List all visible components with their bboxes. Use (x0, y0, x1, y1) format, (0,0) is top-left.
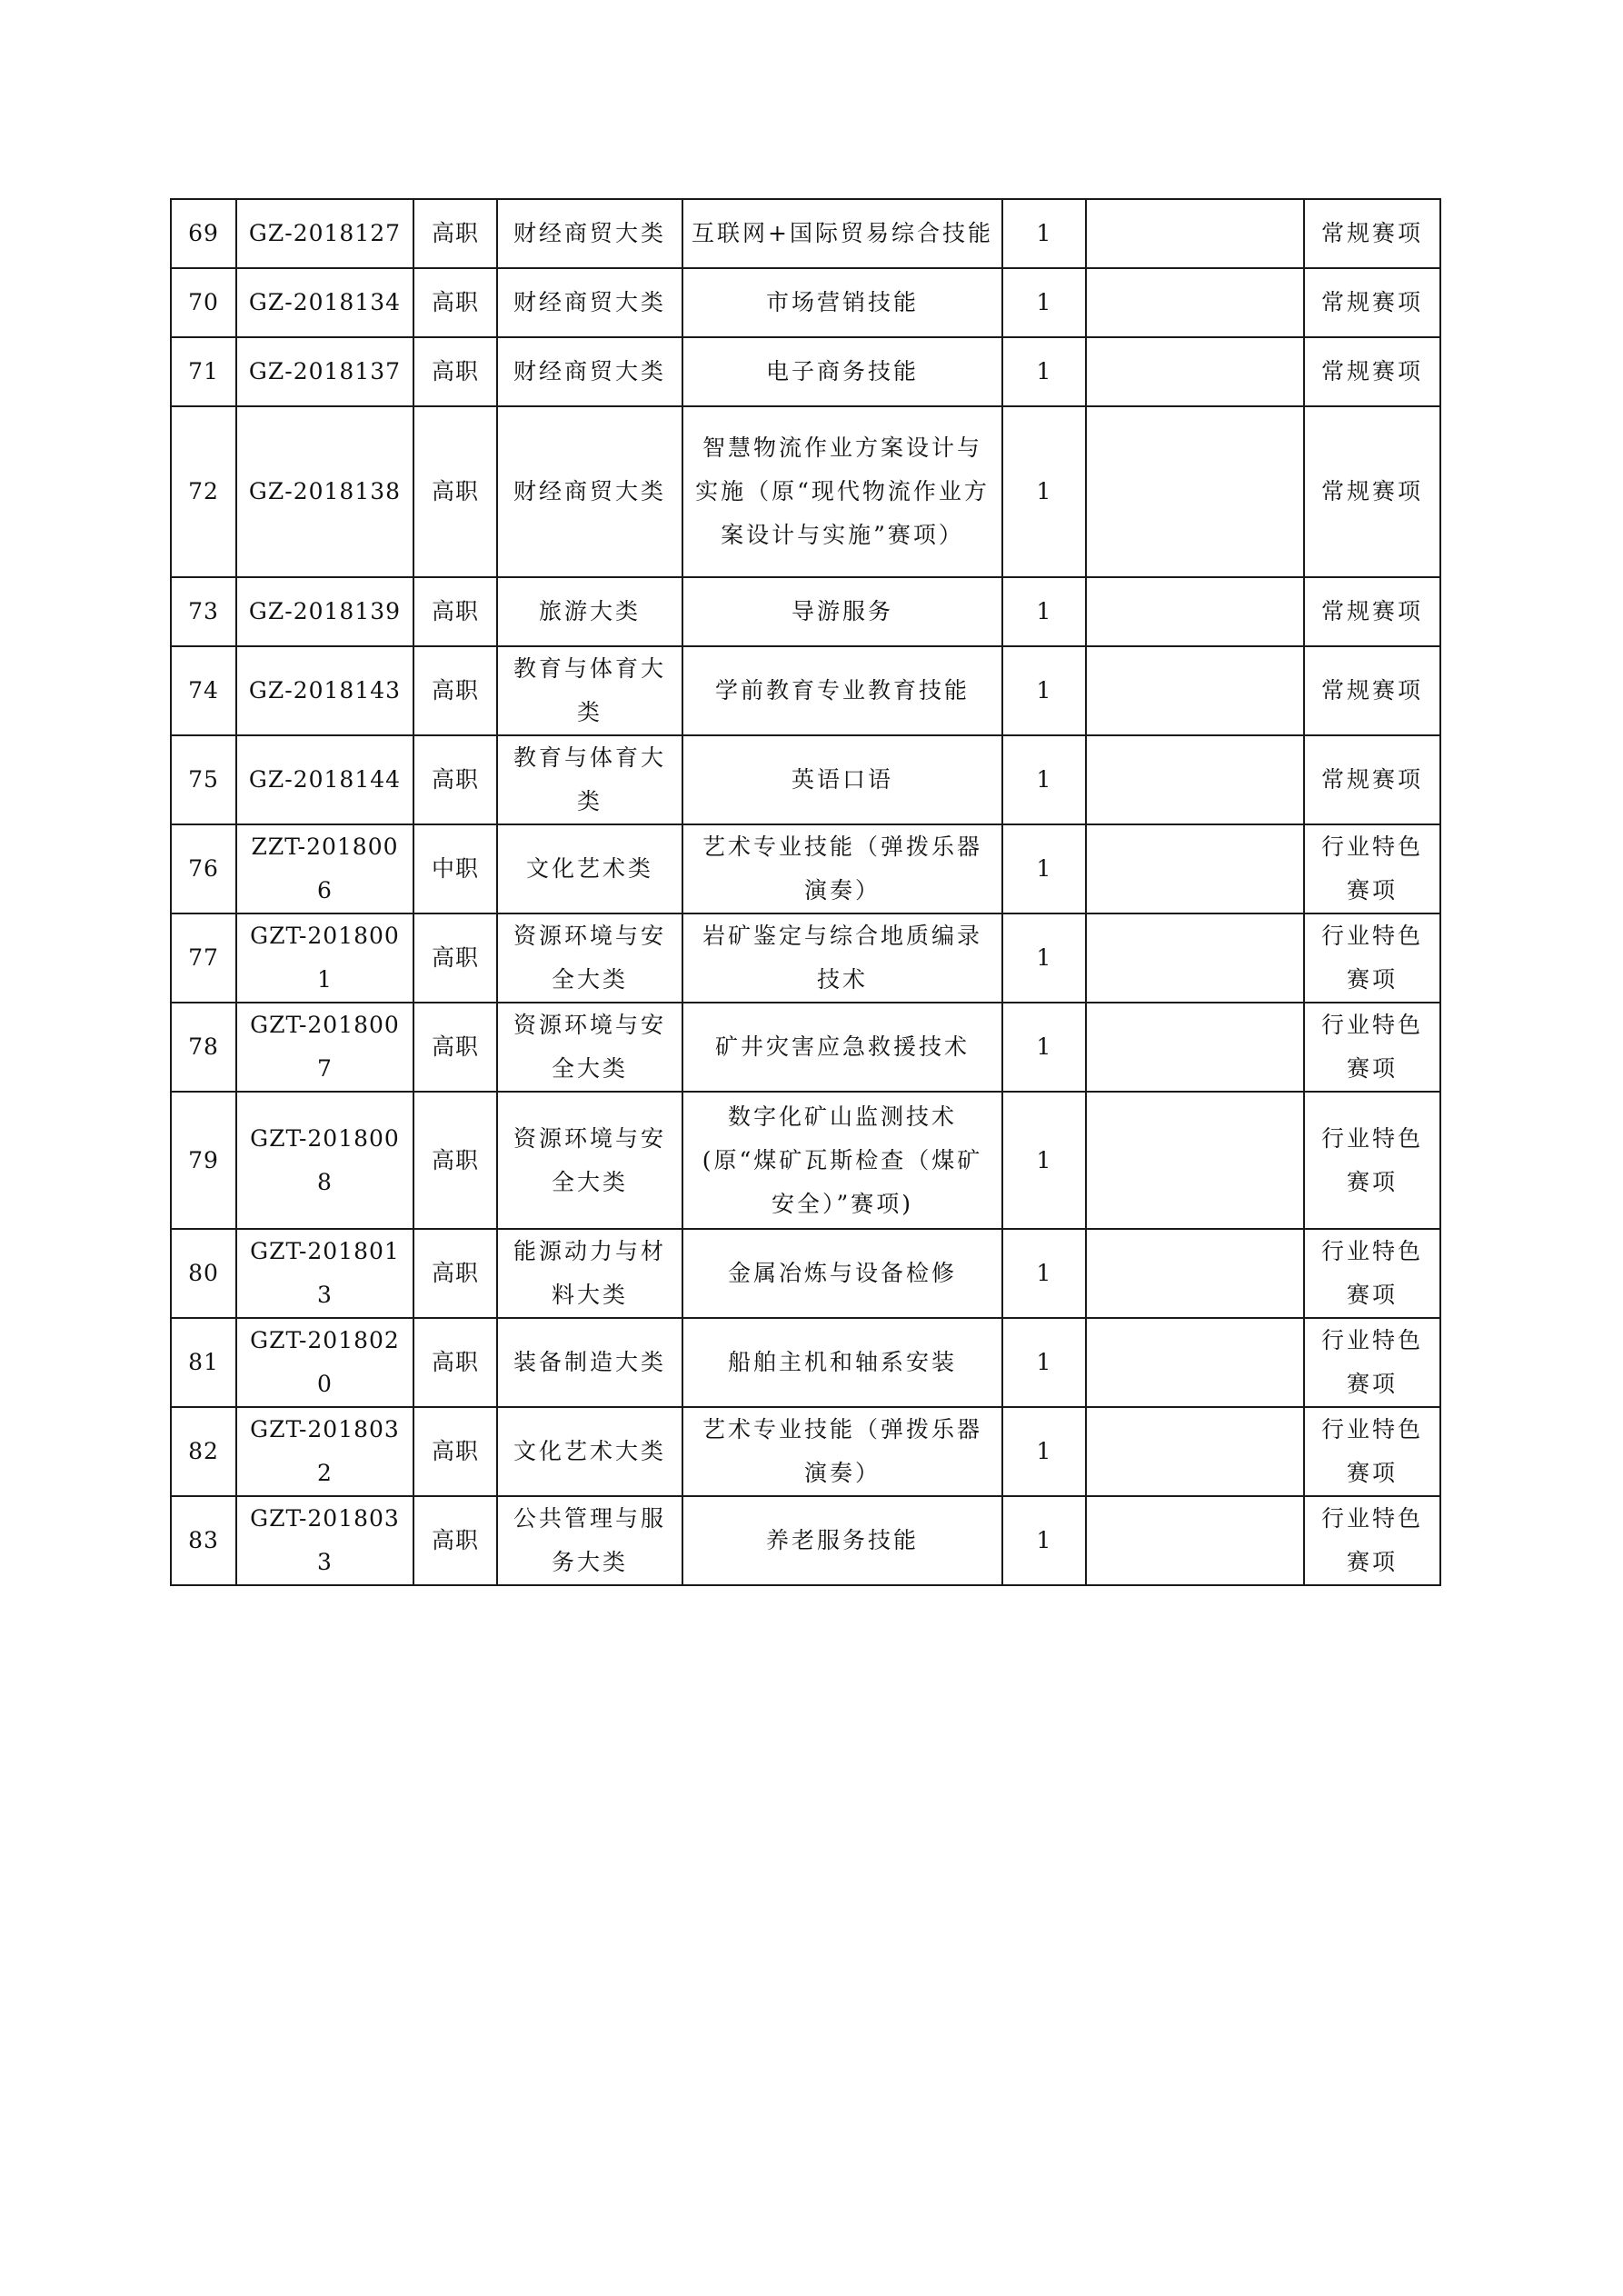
event-name: 电子商务技能 (682, 337, 1002, 406)
table-row (171, 1318, 1440, 1407)
event-name: 导游服务 (682, 577, 1002, 646)
table-row (171, 1092, 1440, 1229)
row-number: 70 (171, 268, 236, 337)
event-count: 1 (1002, 913, 1086, 1003)
table-row (171, 646, 1440, 735)
major-category: 资源环境与安全大类 (497, 1092, 682, 1229)
event-count: 1 (1002, 1003, 1086, 1092)
event-code: GZT-2018033 (236, 1496, 413, 1585)
remarks-cell (1086, 199, 1304, 268)
row-number: 73 (171, 577, 236, 646)
remarks-cell (1086, 337, 1304, 406)
major-category: 财经商贸大类 (497, 406, 682, 577)
major-category: 资源环境与安全大类 (497, 913, 682, 1003)
remarks-cell (1086, 406, 1304, 577)
school-level: 高职 (413, 646, 497, 735)
event-type: 行业特色赛项 (1304, 1092, 1440, 1229)
remarks-cell (1086, 1496, 1304, 1585)
event-type: 常规赛项 (1304, 337, 1440, 406)
major-category: 财经商贸大类 (497, 268, 682, 337)
remarks-cell (1086, 646, 1304, 735)
event-type: 行业特色赛项 (1304, 1318, 1440, 1407)
row-number: 71 (171, 337, 236, 406)
event-count: 1 (1002, 1092, 1086, 1229)
table-row (171, 577, 1440, 646)
event-code: GZ-2018139 (236, 577, 413, 646)
table-row (171, 1229, 1440, 1318)
remarks-cell (1086, 1003, 1304, 1092)
major-category: 教育与体育大类 (497, 646, 682, 735)
major-category: 文化艺术类 (497, 824, 682, 913)
event-name: 岩矿鉴定与综合地质编录技术 (682, 913, 1002, 1003)
event-count: 1 (1002, 646, 1086, 735)
major-category: 资源环境与安全大类 (497, 1003, 682, 1092)
event-type: 常规赛项 (1304, 577, 1440, 646)
event-code: GZ-2018143 (236, 646, 413, 735)
remarks-cell (1086, 268, 1304, 337)
school-level: 高职 (413, 735, 497, 824)
row-number: 82 (171, 1407, 236, 1496)
event-count: 1 (1002, 735, 1086, 824)
remarks-cell (1086, 824, 1304, 913)
event-type: 行业特色赛项 (1304, 824, 1440, 913)
remarks-cell (1086, 577, 1304, 646)
event-code: GZT-2018007 (236, 1003, 413, 1092)
event-name: 数字化矿山监测技术(原“煤矿瓦斯检查（煤矿安全）”赛项) (682, 1092, 1002, 1229)
row-number: 72 (171, 406, 236, 577)
school-level: 高职 (413, 1496, 497, 1585)
event-code: GZ-2018138 (236, 406, 413, 577)
row-number: 79 (171, 1092, 236, 1229)
event-count: 1 (1002, 199, 1086, 268)
event-type: 行业特色赛项 (1304, 1407, 1440, 1496)
school-level: 高职 (413, 406, 497, 577)
event-name: 艺术专业技能（弹拨乐器演奏） (682, 1407, 1002, 1496)
row-number: 83 (171, 1496, 236, 1585)
major-category: 财经商贸大类 (497, 199, 682, 268)
table-row (171, 913, 1440, 1003)
event-code: GZ-2018127 (236, 199, 413, 268)
major-category: 能源动力与材料大类 (497, 1229, 682, 1318)
major-category: 旅游大类 (497, 577, 682, 646)
school-level: 高职 (413, 1407, 497, 1496)
table-row (171, 268, 1440, 337)
event-count: 1 (1002, 406, 1086, 577)
event-code: GZT-2018008 (236, 1092, 413, 1229)
event-name: 互联网+国际贸易综合技能 (682, 199, 1002, 268)
event-type: 常规赛项 (1304, 406, 1440, 577)
row-number: 77 (171, 913, 236, 1003)
table-row (171, 199, 1440, 268)
row-number: 74 (171, 646, 236, 735)
event-type: 行业特色赛项 (1304, 1229, 1440, 1318)
school-level: 高职 (413, 1003, 497, 1092)
event-name: 船舶主机和轴系安装 (682, 1318, 1002, 1407)
school-level: 高职 (413, 1092, 497, 1229)
event-type: 常规赛项 (1304, 199, 1440, 268)
row-number: 78 (171, 1003, 236, 1092)
event-name: 市场营销技能 (682, 268, 1002, 337)
row-number: 75 (171, 735, 236, 824)
major-category: 装备制造大类 (497, 1318, 682, 1407)
major-category: 教育与体育大类 (497, 735, 682, 824)
major-category: 文化艺术大类 (497, 1407, 682, 1496)
school-level: 高职 (413, 1229, 497, 1318)
event-name: 艺术专业技能（弹拨乐器演奏） (682, 824, 1002, 913)
event-name: 学前教育专业教育技能 (682, 646, 1002, 735)
event-count: 1 (1002, 1407, 1086, 1496)
school-level: 高职 (413, 1318, 497, 1407)
event-type: 行业特色赛项 (1304, 1003, 1440, 1092)
event-code: GZ-2018144 (236, 735, 413, 824)
event-type: 常规赛项 (1304, 268, 1440, 337)
event-count: 1 (1002, 337, 1086, 406)
remarks-cell (1086, 735, 1304, 824)
table-row (171, 337, 1440, 406)
event-count: 1 (1002, 824, 1086, 913)
row-number: 80 (171, 1229, 236, 1318)
table-row (171, 1496, 1440, 1585)
event-type: 行业特色赛项 (1304, 1496, 1440, 1585)
remarks-cell (1086, 1407, 1304, 1496)
school-level: 高职 (413, 268, 497, 337)
table-row (171, 824, 1440, 913)
event-count: 1 (1002, 1318, 1086, 1407)
event-name: 养老服务技能 (682, 1496, 1002, 1585)
event-name: 英语口语 (682, 735, 1002, 824)
event-code: GZT-2018032 (236, 1407, 413, 1496)
major-category: 公共管理与服务大类 (497, 1496, 682, 1585)
school-level: 中职 (413, 824, 497, 913)
event-name: 智慧物流作业方案设计与实施（原“现代物流作业方案设计与实施”赛项） (682, 406, 1002, 577)
table-row (171, 1003, 1440, 1092)
remarks-cell (1086, 913, 1304, 1003)
event-count: 1 (1002, 1229, 1086, 1318)
event-code: GZ-2018134 (236, 268, 413, 337)
event-type: 常规赛项 (1304, 735, 1440, 824)
event-code: GZ-2018137 (236, 337, 413, 406)
school-level: 高职 (413, 199, 497, 268)
remarks-cell (1086, 1092, 1304, 1229)
row-number: 81 (171, 1318, 236, 1407)
school-level: 高职 (413, 577, 497, 646)
event-count: 1 (1002, 268, 1086, 337)
remarks-cell (1086, 1318, 1304, 1407)
event-count: 1 (1002, 577, 1086, 646)
school-level: 高职 (413, 337, 497, 406)
competition-table (170, 198, 1441, 1586)
row-number: 69 (171, 199, 236, 268)
event-code: ZZT-2018006 (236, 824, 413, 913)
table-row (171, 1407, 1440, 1496)
event-code: GZT-2018013 (236, 1229, 413, 1318)
event-type: 常规赛项 (1304, 646, 1440, 735)
major-category: 财经商贸大类 (497, 337, 682, 406)
school-level: 高职 (413, 913, 497, 1003)
event-type: 行业特色赛项 (1304, 913, 1440, 1003)
table-row (171, 406, 1440, 577)
event-code: GZT-2018001 (236, 913, 413, 1003)
event-count: 1 (1002, 1496, 1086, 1585)
event-name: 金属冶炼与设备检修 (682, 1229, 1002, 1318)
remarks-cell (1086, 1229, 1304, 1318)
table-row (171, 735, 1440, 824)
event-code: GZT-2018020 (236, 1318, 413, 1407)
row-number: 76 (171, 824, 236, 913)
event-name: 矿井灾害应急救援技术 (682, 1003, 1002, 1092)
